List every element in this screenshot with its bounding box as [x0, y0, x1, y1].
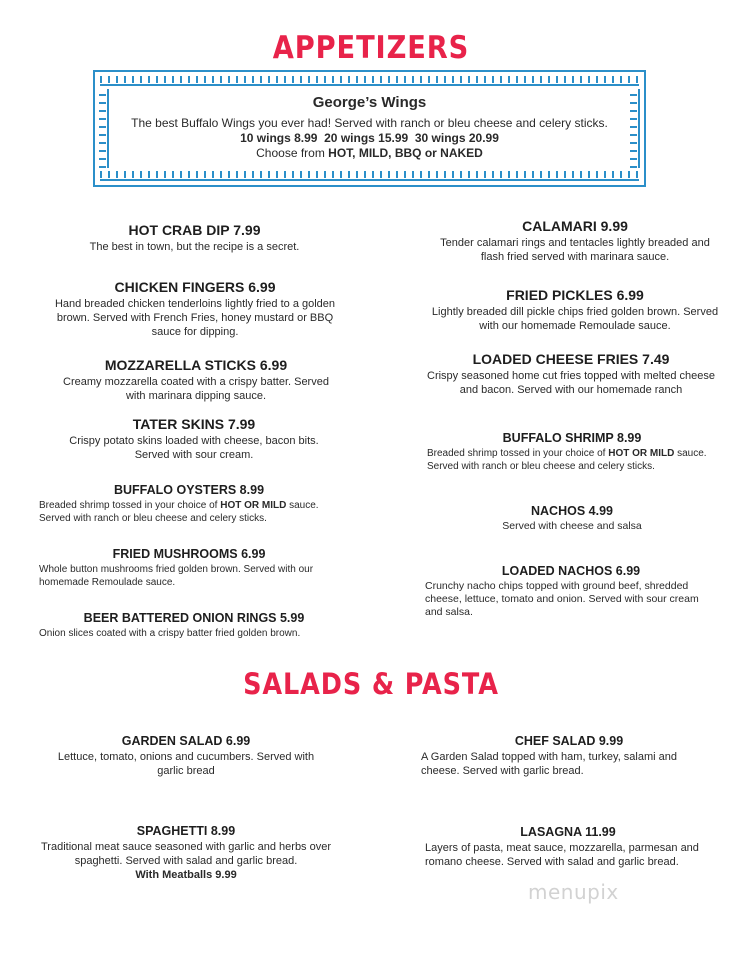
item-name: SPAGHETTI 8.99: [136, 824, 236, 838]
item-extra: With Meatballs 9.99: [135, 869, 237, 881]
menu-item-nachos: [462, 503, 682, 533]
wings-choose: [119, 146, 620, 161]
item-name: FRIED MUSHROOMS 6.99: [112, 547, 266, 561]
menu-item-chicken-fingers: [50, 279, 340, 339]
item-desc: Served with cheese and salsa: [502, 520, 642, 532]
item-desc: Crispy potato skins loaded with cheese, bacon bits. Served with sour cream.: [69, 435, 319, 461]
item-name: LASAGNA 11.99: [520, 825, 616, 839]
item-desc: A Garden Salad topped with ham, turkey, salami and cheese. Served with garlic bread.: [421, 751, 677, 777]
item-desc-post: sauce. Served with ranch or bleu cheese and celery sticks.: [427, 448, 707, 472]
item-desc: [39, 499, 339, 525]
item-desc: Lightly breaded dill pickle chips fried golden brown. Served with our homemade Remoulade sauce.: [431, 306, 719, 332]
salads-pasta-title: SALADS & PASTA: [243, 667, 499, 701]
item-name: GARDEN SALAD 6.99: [121, 734, 251, 748]
menu-item-tater-skins: [58, 416, 330, 462]
menu-item-spaghetti: [38, 823, 334, 882]
menupix-watermark: menupix: [528, 880, 619, 904]
item-desc-post: sauce. Served with ranch or bleu cheese and celery sticks.: [39, 500, 319, 524]
item-desc-bold: HOT OR MILD: [608, 448, 675, 459]
menu-item-calamari: [432, 218, 718, 264]
item-name: BUFFALO SHRIMP 8.99: [502, 431, 642, 445]
item-desc: Onion slices coated with a crispy batter fried golden brown.: [39, 628, 301, 639]
item-desc: Traditional meat sauce seasoned with garlic and herbs over spaghetti. Served with salad and garlic bread.: [40, 841, 332, 867]
item-name: CHICKEN FINGERS 6.99: [114, 279, 276, 295]
item-name: BEER BATTERED ONION RINGS 5.99: [83, 611, 305, 625]
menu-item-buffalo-shrimp: [427, 430, 717, 473]
item-desc-pre: Breaded shrimp tossed in your choice of: [39, 500, 221, 511]
item-desc: Tender calamari rings and tentacles lightly breaded and flash fried served with marinara sauce.: [440, 237, 710, 263]
item-desc-bold: HOT OR MILD: [220, 500, 287, 511]
item-name: CALAMARI 9.99: [522, 218, 628, 234]
wings-choose-prefix: Choose from: [256, 146, 329, 160]
menu-item-buffalo-oysters: [39, 482, 339, 525]
menu-item-lasagna: [425, 824, 711, 869]
menu-item-loaded-nachos: [425, 563, 717, 619]
item-desc: Whole button mushrooms fried golden brown. Served with our homemade Remoulade sauce.: [39, 564, 314, 588]
item-desc: Crunchy nacho chips topped with ground beef, shredded cheese, lettuce, tomato and onion. Served with sour cream and salsa.: [425, 580, 699, 618]
item-desc: Lettuce, tomato, onions and cucumbers. Served with garlic bread: [57, 751, 315, 777]
menu-item-fried-mushrooms: [39, 546, 339, 589]
wings-prices: 10 wings 8.99 20 wings 15.99 30 wings 20.99: [240, 131, 499, 145]
item-desc-pre: Breaded shrimp tossed in your choice of: [427, 448, 609, 459]
wings-name: George’s Wings: [312, 94, 427, 111]
menu-item-chef-salad: [421, 733, 717, 778]
menu-item-fried-pickles: [430, 287, 720, 333]
item-name: HOT CRAB DIP 7.99: [128, 222, 261, 238]
item-desc: Creamy mozzarella coated with a crispy batter. Served with marinara dipping sauce.: [63, 376, 329, 402]
item-name: LOADED CHEESE FRIES 7.49: [472, 351, 670, 367]
appetizers-title: APPETIZERS: [272, 30, 470, 66]
item-name: NACHOS 4.99: [531, 504, 613, 518]
item-name: FRIED PICKLES 6.99: [506, 287, 644, 303]
menu-item-loaded-cheese-fries: [424, 351, 718, 397]
greek-key-border-bottom: [100, 171, 639, 181]
wings-choose-options: HOT, MILD, BBQ or NAKED: [328, 146, 483, 160]
item-desc: Layers of pasta, meat sauce, mozzarella, parmesan and romano cheese. Served with salad and garlic bread.: [425, 842, 699, 868]
item-name: MOZZARELLA STICKS 6.99: [104, 357, 288, 373]
item-desc: Hand breaded chicken tenderloins lightly fried to a golden brown. Served with French Fries, honey mustard or BBQ sauce for dipping.: [54, 298, 336, 338]
item-name: LOADED NACHOS 6.99: [501, 564, 641, 578]
item-name: TATER SKINS 7.99: [132, 416, 256, 432]
menu-item-onion-rings: [39, 610, 349, 640]
item-desc: The best in town, but the recipe is a secret.: [89, 241, 300, 253]
georges-wings-box: [93, 70, 646, 187]
item-desc: Crispy seasoned home cut fries topped with melted cheese and bacon. Served with our homemade ranch: [427, 370, 715, 396]
wings-desc: The best Buffalo Wings you ever had! Served with ranch or bleu cheese and celery sticks.: [131, 116, 608, 130]
greek-key-border-left: [99, 89, 109, 168]
greek-key-border-right: [630, 89, 640, 168]
menu-item-mozzarella-sticks: [55, 357, 337, 403]
item-name: BUFFALO OYSTERS 8.99: [113, 483, 265, 497]
menu-item-garden-salad: [55, 733, 317, 778]
menu-item-hot-crab-dip: [62, 222, 327, 254]
item-desc: [427, 447, 717, 473]
item-name: CHEF SALAD 9.99: [514, 734, 624, 748]
greek-key-border-top: [100, 76, 639, 86]
